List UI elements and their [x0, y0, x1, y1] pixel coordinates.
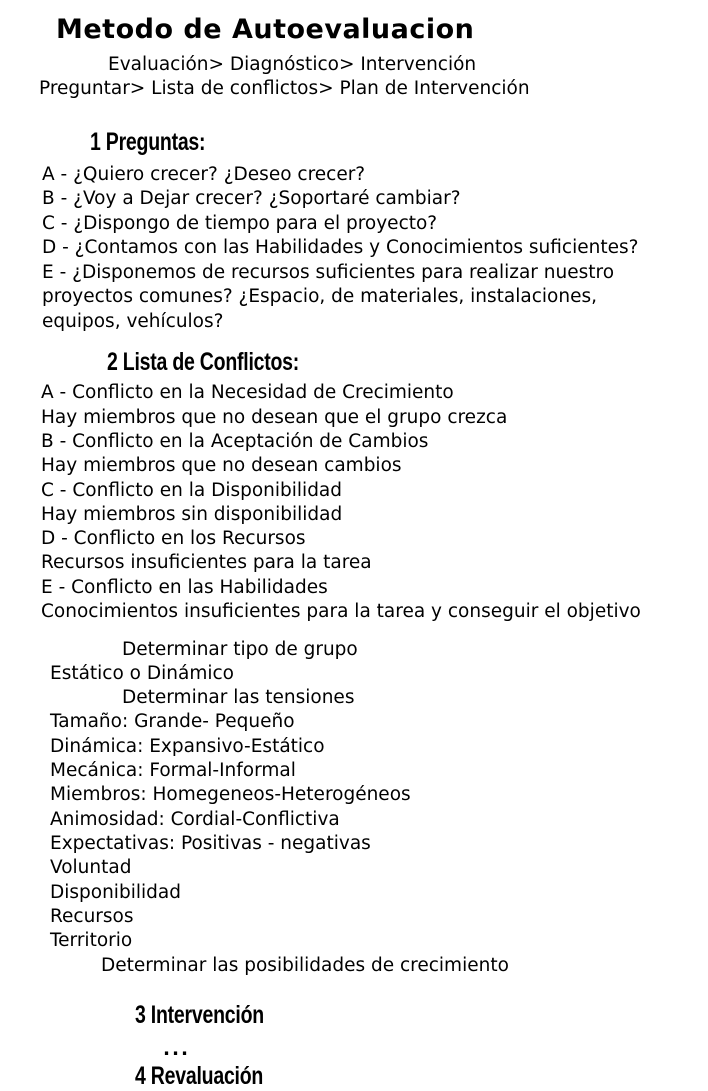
section-1-heading: 1 Preguntas: — [90, 128, 206, 156]
tension-item: Mecánica: Formal-Informal — [50, 760, 296, 781]
question-line: A - ¿Quiero crecer? ¿Deseo crecer? — [42, 164, 366, 185]
conflict-line: Hay miembros que no desean que el grupo crezca — [41, 407, 508, 428]
conflict-line: Hay miembros que no desean cambios — [41, 455, 402, 476]
conflict-line: D - Conflicto en los Recursos — [41, 528, 306, 549]
conflict-line: B - Conflicto en la Aceptación de Cambios — [41, 431, 429, 452]
group-type-value: Estático o Dinámico — [50, 663, 234, 684]
ellipsis: ... — [163, 1039, 191, 1060]
flow-line-1: Evaluación> Diagnóstico> Intervención — [108, 54, 477, 75]
question-line: E - ¿Disponemos de recursos suficientes para realizar nuestro — [42, 262, 615, 283]
tension-item: Expectativas: Positivas - negativas — [50, 833, 371, 854]
conflict-line: Recursos insuficientes para la tarea — [41, 552, 372, 573]
tension-item: Recursos — [50, 906, 134, 927]
conflict-line: Conocimientos insuficientes para la tarea y conseguir el objetivo — [41, 601, 641, 622]
question-line: proyectos comunes? ¿Espacio, de materiales, instalaciones, — [42, 286, 597, 307]
tension-item: Voluntad — [50, 857, 132, 878]
question-line: equipos, vehículos? — [42, 311, 224, 332]
growth-heading: Determinar las posibilidades de crecimiento — [101, 955, 509, 976]
section-3-heading: 3 Intervención — [135, 1001, 264, 1029]
section-4-heading: 4 Revaluación — [135, 1062, 264, 1090]
tension-item: Dinámica: Expansivo-Estático — [50, 736, 325, 757]
tension-item: Disponibilidad — [50, 882, 181, 903]
group-type-heading: Determinar tipo de grupo — [122, 639, 358, 660]
conflict-line: E - Conflicto en las Habilidades — [41, 577, 328, 598]
question-line: D - ¿Contamos con las Habilidades y Conocimientos suficientes? — [42, 237, 639, 258]
tension-item: Miembros: Homegeneos-Heterogéneos — [50, 784, 411, 805]
conflict-line: Hay miembros sin disponibilidad — [41, 504, 343, 525]
page-title: Metodo de Autoevaluacion — [56, 14, 475, 45]
tensions-heading: Determinar las tensiones — [122, 687, 355, 708]
section-2-heading: 2 Lista de Conflictos: — [107, 348, 300, 376]
question-line: C - ¿Dispongo de tiempo para el proyecto? — [42, 213, 438, 234]
flow-line-2: Preguntar> Lista de conflictos> Plan de Intervención — [39, 78, 530, 99]
conflict-line: C - Conflicto en la Disponibilidad — [41, 480, 343, 501]
conflict-line: A - Conflicto en la Necesidad de Crecimiento — [41, 382, 454, 403]
question-line: B - ¿Voy a Dejar crecer? ¿Soportaré cambiar? — [42, 188, 461, 209]
tension-item: Tamaño: Grande- Pequeño — [50, 711, 295, 732]
tension-item: Territorio — [50, 930, 133, 951]
tension-item: Animosidad: Cordial-Conflictiva — [50, 809, 340, 830]
